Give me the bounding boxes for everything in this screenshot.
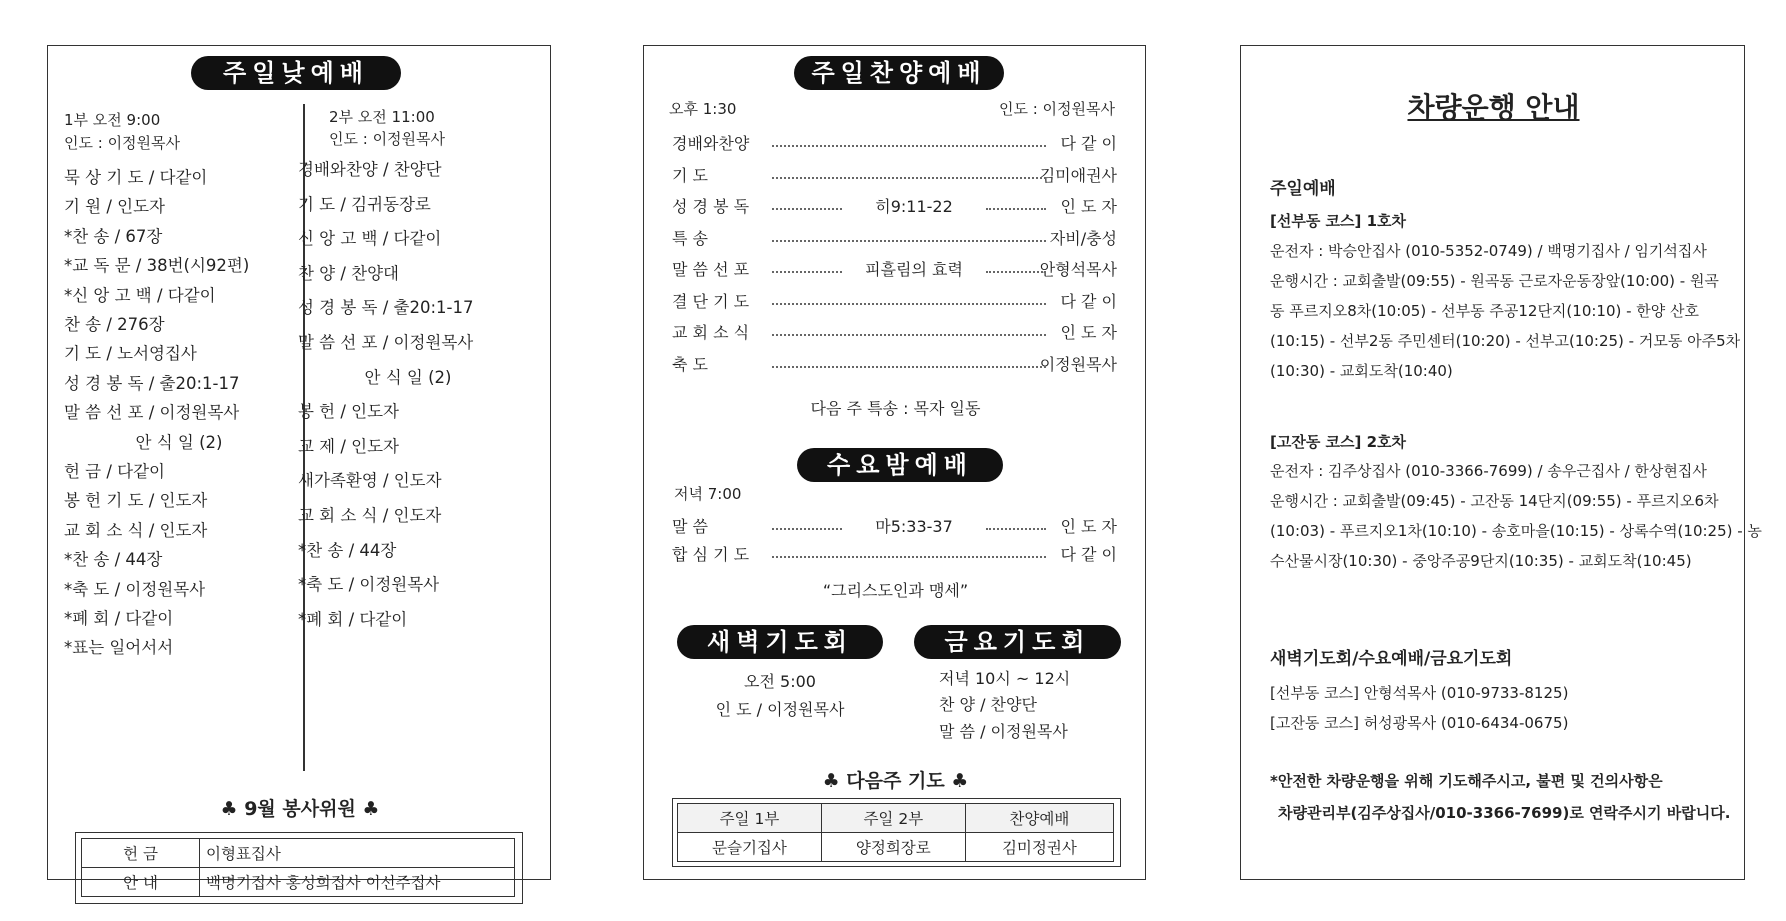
service-order-item: *폐 회 / 다같이 [64, 609, 174, 628]
order-person: 인 도 자 [1060, 197, 1117, 216]
service-order-item: 찬 송 / 276장 [64, 315, 165, 334]
schedule-line: 운행시간 : 교회출발(09:45) - 고잔동 14단지(09:55) - 푸르지오6차 [1270, 492, 1719, 510]
committee-role: 헌 금 [82, 839, 200, 868]
order-label: 교 회 소 식 [672, 323, 750, 342]
table-row [678, 833, 1114, 862]
order-label: 특 송 [672, 228, 708, 248]
prayer-person-3: 김미정권사 [965, 833, 1113, 862]
dot-leader [772, 143, 1046, 147]
sunday-morning-panel [47, 45, 551, 892]
course1-title: [선부동 코스] 1호차 [1270, 212, 1407, 230]
dot-leader [772, 554, 1046, 558]
order-person: 자비/충성 [1049, 228, 1117, 248]
service-order-item: 찬 양 / 찬양대 [298, 263, 399, 283]
praise-service-leader: 인도 : 이정원목사 [998, 100, 1115, 118]
service-order-item: *찬 송 / 67장 [64, 226, 163, 246]
first-service-time: 1부 오전 9:00 [64, 111, 161, 129]
prayer-person-1: 문슬기집사 [678, 833, 822, 862]
prayer-header-1: 주일 1부 [678, 804, 822, 833]
shuttle-bus-panel [1240, 45, 1762, 880]
service-order-item: 봉 헌 기 도 / 인도자 [64, 491, 208, 511]
schedule-line: (10:03) - 푸르지오1차(10:10) - 송호마을(10:15) - 상록수역(10:25) - 농 [1270, 522, 1762, 540]
schedule-line: 운행시간 : 교회출발(09:55) - 원곡동 근로자운동장앞(10:00) - 원곡 [1270, 272, 1719, 290]
wednesday-sermon-title: “그리스도인과 맹세” [822, 581, 969, 600]
dot-leader [772, 364, 1046, 368]
dot-leader [986, 269, 1046, 273]
order-label: 합 심 기 도 [672, 545, 750, 564]
order-label: 성 경 봉 독 [672, 197, 750, 216]
friday-prayer-time: 저녁 10시 ~ 12시 [939, 669, 1071, 688]
service-order-item: 말 씀 선 포 / 이정원목사 [64, 403, 240, 423]
table-row [678, 804, 1114, 833]
service-order-item: *찬 송 / 44장 [298, 540, 397, 560]
service-order-item: 기 도 / 김귀동장로 [298, 194, 431, 214]
weekday-course1: [선부동 코스] 안형석목사 (010-9733-8125) [1270, 684, 1569, 702]
friday-prayer-praise: 찬 양 / 찬양단 [939, 695, 1037, 714]
order-label: 말 씀 [672, 517, 708, 536]
safety-notice-line2: 차량관리부(김주상집사/010-3366-7699)로 연락주시기 바랍니다. [1278, 804, 1731, 822]
dot-leader [772, 175, 1046, 179]
service-order-item: 새가족환영 / 인도자 [298, 471, 442, 491]
order-person: 다 같 이 [1060, 291, 1117, 311]
weekday-heading: 새벽기도회/수요예배/금요기도회 [1270, 649, 1513, 669]
shuttle-title: 차량운행 안내 [1407, 91, 1580, 124]
committee-members: 백명기집사 홍성희집사 이선주집사 [200, 868, 515, 897]
schedule-line: 수산물시장(10:30) - 중앙주공9단지(10:35) - 교회도착(10:45) [1270, 552, 1692, 570]
dot-leader [772, 301, 1046, 305]
prayer-person-2: 양정희장로 [821, 833, 965, 862]
service-order-item: *찬 송 / 44장 [64, 550, 163, 570]
committee-members: 이형표집사 [200, 839, 515, 868]
order-person: 김미애권사 [1039, 165, 1117, 185]
dot-leader [772, 332, 1046, 336]
schedule-line: (10:15) - 선부2동 주민센터(10:20) - 선부고(10:25) - 거모동 아주5차 [1270, 332, 1741, 350]
dawn-prayer-leader: 인 도 / 이정원목사 [715, 700, 845, 719]
second-service-time: 2부 오전 11:00 [329, 108, 435, 126]
friday-prayer-title: 금요기도회 [914, 625, 1121, 659]
sunday-praise-panel [643, 45, 1146, 880]
service-order-item: 안 식 일 (2) [135, 432, 223, 452]
second-service-leader: 인도 : 이정원목사 [329, 130, 446, 148]
wednesday-title: 수요밤예배 [797, 448, 1003, 482]
service-order-item: *폐 회 / 다같이 [298, 609, 408, 629]
service-order-item: 말 씀 선 포 / 이정원목사 [298, 333, 474, 352]
order-person: 안형석목사 [1039, 260, 1117, 279]
schedule-line: 동 푸르지오8차(10:05) - 선부동 주공12단지(10:10) - 한양 산호 [1270, 302, 1700, 320]
friday-prayer-word: 말 씀 / 이정원목사 [939, 722, 1068, 741]
prayer-header-2: 주일 2부 [821, 804, 965, 833]
service-order-item: 교 제 / 인도자 [298, 436, 399, 456]
first-service-leader: 인도 : 이정원목사 [64, 134, 181, 152]
service-order-item: 기 원 / 인도자 [64, 197, 165, 217]
dot-leader [986, 526, 1046, 530]
schedule-line: (10:30) - 교회도착(10:40) [1270, 362, 1453, 380]
service-order-item: 묵 상 기 도 / 다같이 [64, 168, 208, 187]
order-person: 이정원목사 [1039, 354, 1117, 374]
service-order-item: 교 회 소 식 / 인도자 [298, 506, 442, 525]
order-label: 결 단 기 도 [672, 291, 750, 311]
order-person: 다 같 이 [1060, 134, 1117, 153]
service-order-item: *교 독 문 / 38번(시92편) [64, 256, 250, 276]
service-order-item: 봉 헌 / 인도자 [298, 402, 399, 422]
course2-drivers: 운전자 : 김주상집사 (010-3366-7699) / 송우근집사 / 한상현집사 [1270, 462, 1707, 480]
order-content: 피흘림의 효력 [865, 260, 963, 279]
next-week-prayer-title: ♣ 다음주 기도 ♣ [822, 770, 969, 792]
dawn-prayer-time: 오전 5:00 [744, 672, 816, 691]
dot-leader [772, 238, 1046, 242]
service-order-item: 기 도 / 노서영집사 [64, 344, 197, 364]
service-order-item: *축 도 / 이정원목사 [298, 575, 440, 595]
order-label: 축 도 [672, 354, 708, 374]
safety-notice-line1: *안전한 차량운행을 위해 기도해주시고, 불편 및 건의사항은 [1270, 772, 1663, 790]
weekday-course2: [고잔동 코스] 허성광목사 (010-6434-0675) [1270, 714, 1569, 732]
table-row [82, 839, 515, 868]
service-order-item: 성 경 봉 독 / 출20:1-17 [298, 298, 474, 318]
dot-leader [772, 269, 842, 273]
service-order-item: 경배와찬양 / 찬양단 [298, 160, 442, 179]
order-person: 인 도 자 [1060, 517, 1117, 536]
service-order-item: *표는 일어서서 [64, 638, 174, 658]
sunday-praise-title: 주일찬양예배 [794, 56, 1004, 90]
sunday-service-heading: 주일예배 [1270, 179, 1336, 199]
next-special-song: 다음 주 특송 : 목자 일동 [810, 399, 981, 418]
service-order-item: 신 앙 고 백 / 다같이 [298, 229, 442, 249]
course2-title: [고잔동 코스] 2호차 [1270, 433, 1407, 451]
committee-table [81, 838, 515, 897]
dawn-prayer-title: 새벽기도회 [677, 625, 883, 659]
committee-title: ♣ 9월 봉사위원 ♣ [220, 798, 380, 820]
dot-leader [986, 206, 1046, 210]
wednesday-time: 저녁 7:00 [674, 485, 742, 503]
praise-service-time: 오후 1:30 [669, 100, 737, 118]
order-content: 마5:33-37 [875, 517, 953, 536]
order-person: 다 같 이 [1060, 545, 1117, 564]
course1-drivers: 운전자 : 박승안집사 (010-5352-0749) / 백명기집사 / 임기석집사 [1270, 242, 1707, 260]
dot-leader [772, 206, 842, 210]
service-order-item: 헌 금 / 다같이 [64, 462, 165, 481]
service-order-item: 교 회 소 식 / 인도자 [64, 520, 208, 540]
service-order-item: 성 경 봉 독 / 출20:1-17 [64, 373, 240, 393]
sunday-morning-title: 주일낮예배 [191, 56, 401, 90]
service-order-item: *신 앙 고 백 / 다같이 [64, 285, 216, 305]
order-person: 인 도 자 [1060, 323, 1117, 342]
committee-role: 안 내 [82, 868, 200, 897]
order-label: 기 도 [672, 165, 708, 185]
order-label: 경배와찬양 [672, 134, 750, 153]
dot-leader [772, 526, 842, 530]
prayer-header-3: 찬양예배 [965, 804, 1113, 833]
service-order-item: *축 도 / 이정원목사 [64, 579, 206, 599]
order-content: 히9:11-22 [875, 197, 953, 216]
prayer-table [677, 803, 1114, 862]
table-row [82, 868, 515, 897]
order-label: 말 씀 선 포 [672, 260, 750, 279]
service-order-item: 안 식 일 (2) [364, 367, 452, 387]
